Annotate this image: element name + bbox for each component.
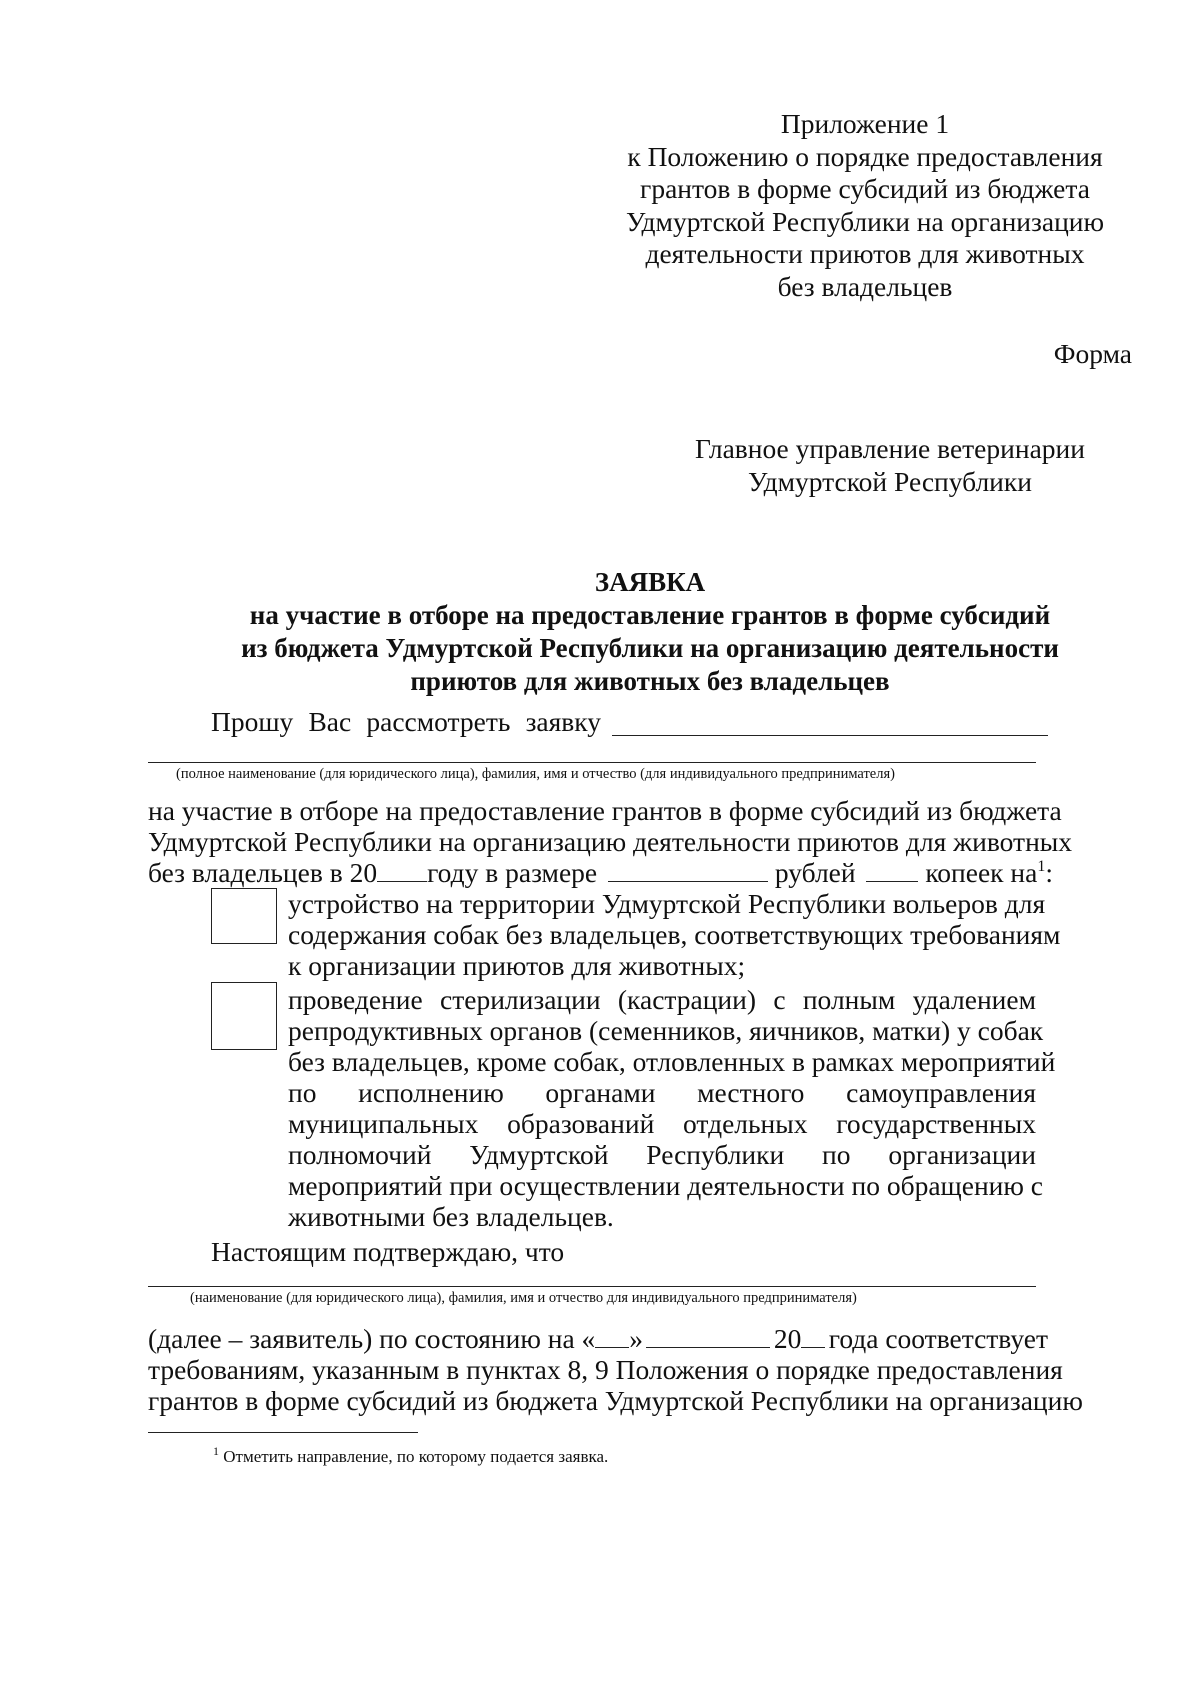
- applicant-name-field-line2[interactable]: [148, 762, 1036, 763]
- appendix-line: Удмуртской Республики на организацию: [625, 205, 1105, 237]
- option-text-line: мероприятий при осуществлении деятельности по обращению с: [288, 1170, 1044, 1201]
- request-word: Вас: [308, 706, 352, 737]
- participation-line: Удмуртской Республики на организацию деятельности приютов для животных: [148, 826, 1073, 857]
- option-text-line: полномочий Удмуртской Республики по организации: [288, 1139, 1036, 1170]
- addressee-line: Главное управление ветеринарии: [695, 433, 1085, 464]
- applicant-name-field[interactable]: [612, 735, 1048, 736]
- option-text-line: репродуктивных органов (семенников, яичников, матки) у собак: [288, 1015, 1044, 1046]
- option-text-line: без владельцев, кроме собак, отловленных в рамках мероприятий: [288, 1046, 1056, 1077]
- option-text-line: по исполнению органами местного самоуправления: [288, 1077, 1036, 1108]
- appendix-header: [600, 108, 1130, 303]
- request-word: Прошу: [211, 706, 294, 737]
- participation-line: на участие в отборе на предоставление грантов в форме субсидий из бюджета: [148, 795, 1062, 826]
- participation-amount-line: без владельцев в 20 году в размере рублей копеек $на^1$:: [148, 857, 1053, 888]
- footnote-mark: 1: [213, 1444, 219, 1458]
- closing-date-line: (далее – заявитель) по состоянию на « » 20 года соответствует: [148, 1323, 1048, 1354]
- title-heading: ЗАЯВКА: [594, 567, 706, 597]
- year-field[interactable]: [377, 857, 427, 882]
- addressee: [690, 433, 1090, 498]
- footnote-divider: [148, 1432, 418, 1433]
- option-text-line: содержания собак без владельцев, соответствующих требованиям: [288, 919, 1061, 950]
- footnote-text: Отметить направление, по которому подается заявка.: [223, 1447, 609, 1466]
- title-line: из бюджета Удмуртской Республики на организацию деятельности: [241, 633, 1059, 663]
- option-sterilization-checkbox[interactable]: [211, 982, 277, 1050]
- option-text-line: животными без владельцев.: [288, 1201, 614, 1232]
- confirm-name-field[interactable]: [148, 1286, 1036, 1287]
- request-word: заявку: [525, 706, 601, 737]
- month-field[interactable]: [646, 1323, 770, 1348]
- option-text-line: к организации приютов для животных;: [288, 950, 746, 981]
- addressee-line: Удмуртской Республики: [748, 465, 1032, 497]
- appendix-line: грантов в форме субсидий из бюджета: [640, 173, 1090, 204]
- application-title: [150, 566, 1150, 698]
- request-line: [211, 706, 601, 738]
- applicant-caption: (полное наименование (для юридического лица), фамилия, имя и отчество (для индивидуального предпринимателя): [176, 766, 895, 782]
- appendix-line: к Положению о порядке предоставления: [627, 140, 1103, 172]
- option-enclosures-checkbox[interactable]: [211, 888, 277, 944]
- option-text-line: устройство на территории Удмуртской Республики вольеров для: [288, 888, 1046, 919]
- confirm-caption: (наименование (для юридического лица), фамилия, имя и отчество для индивидуального предпринимателя): [190, 1290, 857, 1306]
- appendix-line: деятельности приютов для животных: [645, 238, 1085, 269]
- form-label: Форма: [1053, 338, 1132, 369]
- amount-rubles-field[interactable]: [608, 857, 768, 882]
- amount-kopecks-field[interactable]: [866, 857, 918, 882]
- request-word: рассмотреть: [366, 706, 511, 737]
- footnote: [213, 1444, 608, 1467]
- footnote-ref: 1: [1037, 858, 1046, 875]
- closing-line: требованиям, указанным в пунктах 8, 9 Положения о порядке предоставления: [148, 1354, 1063, 1385]
- closing-line: грантов в форме субсидий из бюджета Удмуртской Республики на организацию: [148, 1385, 1083, 1416]
- confirm-text: Настоящим подтверждаю, что: [211, 1236, 565, 1267]
- appendix-line: без владельцев: [777, 270, 953, 302]
- appendix-line: Приложение 1: [780, 108, 950, 139]
- option-text-line: муниципальных образований отдельных государственных: [288, 1108, 1036, 1139]
- day-field[interactable]: [595, 1323, 629, 1348]
- date-year-field[interactable]: [801, 1323, 825, 1348]
- title-line: приютов для животных без владельцев: [410, 666, 890, 696]
- option-text-line: проведение стерилизации (кастрации) с полным удалением: [288, 984, 1036, 1015]
- title-line: на участие в отборе на предоставление грантов в форме субсидий: [249, 600, 1051, 630]
